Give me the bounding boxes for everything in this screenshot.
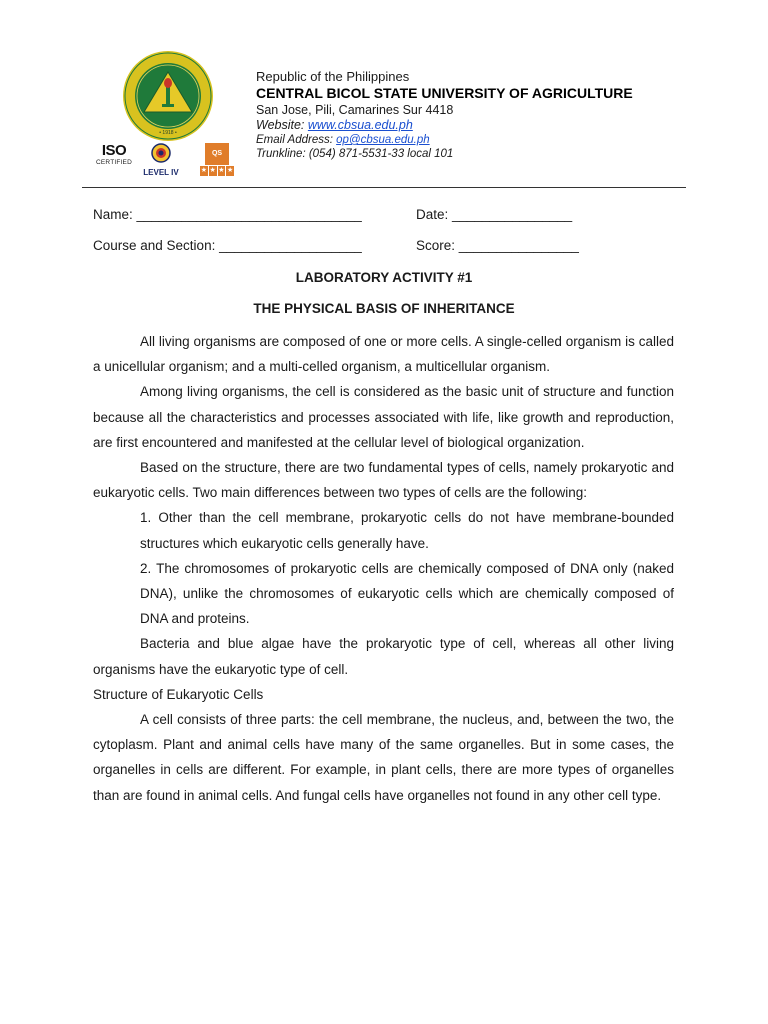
svg-text:• 1918 •: • 1918 • xyxy=(159,130,177,136)
qs-rating-stars xyxy=(200,166,234,176)
section-heading: Structure of Eukaryotic Cells xyxy=(93,686,264,702)
topic-title: THE PHYSICAL BASIS OF INHERITANCE xyxy=(253,301,515,316)
level-iv-badge: LEVEL IV xyxy=(138,143,184,177)
accreditation-badges xyxy=(94,143,236,181)
activity-title: LABORATORY ACTIVITY #1 xyxy=(295,270,473,285)
email-line: Email Address: op@cbsua.edu.ph xyxy=(256,134,430,146)
iso-certified-badge: ISO CERTIFIED xyxy=(96,142,132,166)
star-icon: ★ xyxy=(218,167,225,174)
header-divider xyxy=(82,187,686,188)
star-icon: ★ xyxy=(209,167,216,174)
paragraph: All living organisms are composed of one or more cells. A single-celled organism is called a unicellular organism; and a multi-celled organism, a multicellular organism. xyxy=(93,334,674,375)
date-field: Date: ________________ xyxy=(416,207,573,222)
university-seal-logo xyxy=(122,50,214,142)
university-info xyxy=(256,69,736,161)
paragraph: Based on the structure, there are two fundamental types of cells, namely prokaryotic and eukaryotic cells. Two main differences between two types of cells are the following: xyxy=(93,460,674,501)
website-link[interactable]: www.cbsua.edu.ph xyxy=(307,118,413,132)
star-icon: ★ xyxy=(200,167,208,174)
paragraph: Bacteria and blue algae have the prokaryotic type of cell, whereas all other living organisms have the eukaryotic type of cell. xyxy=(93,636,674,677)
level-iv-emblem-icon xyxy=(150,143,172,163)
score-field: Score: ________________ xyxy=(416,238,579,253)
republic-line: Republic of the Philippines xyxy=(256,69,410,84)
university-address: San Jose, Pili, Camarines Sur 4418 xyxy=(256,103,454,117)
paragraph: Among living organisms, the cell is considered as the basic unit of structure and function because all the characteristics and processes associated with life, like growth and reproduction, are first encountered and manifested at the cellular level of biological organization. xyxy=(93,384,674,450)
list-item: 1. Other than the cell membrane, prokaryotic cells do not have membrane-bounded structures which eukaryotic cells generally have. xyxy=(140,510,674,551)
star-icon: ★ xyxy=(226,167,234,174)
paragraph: A cell consists of three parts: the cell membrane, the nucleus, and, between the two, the cytoplasm. Plant and animal cells have many of the same organelles. But in some cases, the organelles in cells are different. For example, in plant cells, there are more types of organelles than are found in animal cells. And fungal cells have organelles not found in any other cell type. xyxy=(93,712,674,803)
course-section-field: Course and Section: ___________________ xyxy=(93,238,362,253)
name-field: Name: ______________________________ xyxy=(93,207,362,222)
list-item: 2. The chromosomes of prokaryotic cells are chemically composed of DNA only (naked DNA), unlike the chromosomes of eukaryotic cells which are chemically composed of DNA and proteins. xyxy=(140,560,674,627)
website-line: Website: www.cbsua.edu.ph xyxy=(256,118,413,132)
qs-stars-badge: QS ★ ★ ★ ★ xyxy=(200,143,234,176)
trunkline: Trunkline: (054) 871-5531-33 local 101 xyxy=(256,148,454,160)
university-name: CENTRAL BICOL STATE UNIVERSITY OF AGRICULTURE xyxy=(256,85,633,101)
email-link[interactable]: op@cbsua.edu.ph xyxy=(336,134,430,146)
body-text xyxy=(93,329,674,808)
